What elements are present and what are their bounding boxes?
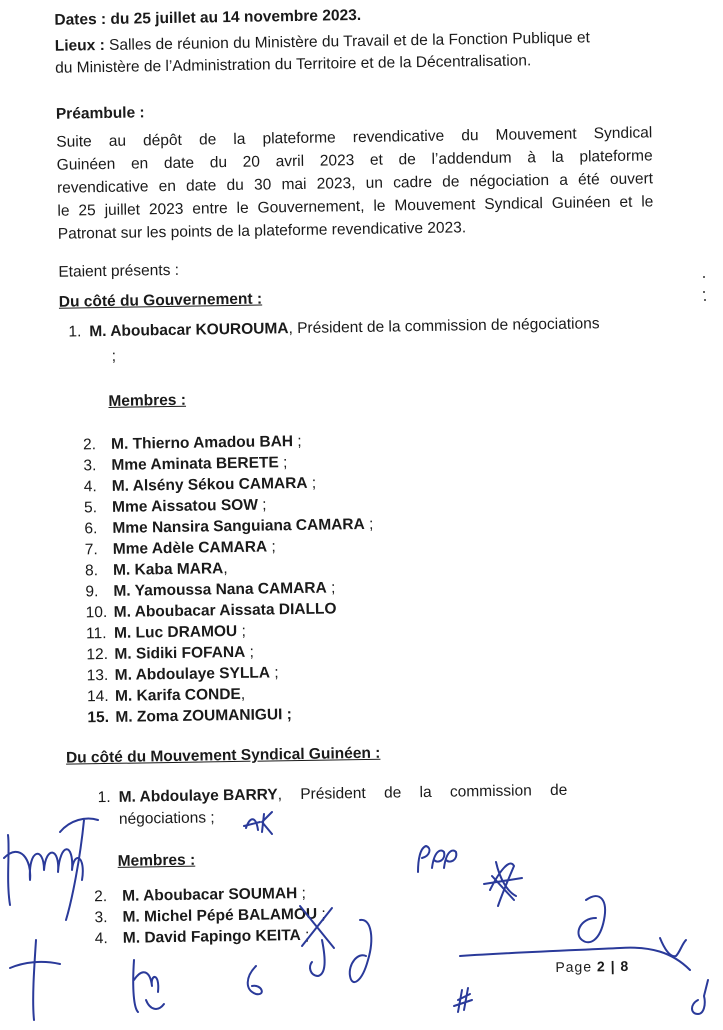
dates-value: du 25 juillet au 14 novembre 2023.	[106, 7, 361, 28]
preambule-line-5: Patronat sur les points de la plateforme revendicative 2023.	[58, 218, 467, 244]
list-number: 13.	[87, 666, 115, 686]
member-end: ;	[279, 454, 288, 471]
preambule-line-2: Guinéen en date du 20 avril 2023 et de l’addendum à la plateforme	[57, 146, 653, 175]
page-separator: |	[611, 958, 616, 974]
signature-bottom-rn	[133, 960, 164, 1012]
gov-president-role: , Président de la commission de négociations	[288, 315, 599, 337]
signature-star-scribble	[484, 862, 522, 906]
member-end: ;	[267, 538, 276, 555]
signature-bottom-s	[248, 966, 262, 994]
lieux-line-2: du Ministère de l’Administration du Territoire et de la Décentralisation.	[55, 51, 531, 78]
member-name: M. Luc DRAMOU	[114, 623, 237, 642]
list-number: 2.	[83, 435, 111, 455]
page-total: 8	[620, 958, 629, 974]
list-number: 3.	[94, 908, 122, 928]
member-end: ;	[270, 664, 279, 681]
member-name: M. Karifa CONDE	[115, 686, 241, 705]
member-end: ,	[241, 686, 246, 703]
list-number: 7.	[85, 540, 113, 560]
signature-pbb	[418, 846, 456, 872]
gov-president-name: M. Aboubacar KOUROUMA	[89, 320, 288, 340]
member-end: ;	[307, 475, 316, 492]
list-number: 3.	[83, 456, 111, 476]
list-number: 1.	[59, 322, 81, 342]
presents-label: Etaient présents :	[58, 261, 179, 283]
lieux-label: Lieux :	[55, 37, 105, 55]
member-end: ;	[258, 496, 267, 513]
list-number: 12.	[86, 645, 114, 665]
signature-bottom-left-cross	[10, 940, 60, 1020]
member-end: ,	[223, 560, 228, 577]
signature-x-mark	[300, 906, 334, 948]
member-end: ;	[293, 433, 302, 450]
member-name: M. Sidiki FOFANA	[114, 644, 245, 663]
signature-far-right-d	[692, 980, 708, 1014]
member-name: M. Alsény Sékou CAMARA	[112, 475, 308, 495]
list-number: 15.	[87, 708, 115, 728]
syn-president-cont: négociations ;	[119, 808, 215, 830]
list-number: 1.	[88, 788, 110, 808]
list-number: 8.	[85, 561, 113, 581]
gov-members-heading: Membres :	[108, 391, 186, 412]
syn-president-role: , Président de la commission de	[278, 782, 568, 804]
list-number: 6.	[84, 519, 112, 539]
member-name: Mme Adèle CAMARA	[113, 538, 268, 557]
member-end: ;	[301, 927, 310, 944]
gouvernement-heading: Du côté du Gouvernement :	[59, 290, 263, 313]
list-number: 5.	[84, 498, 112, 518]
member-name: Mme Aissatou SOW	[112, 497, 258, 516]
dates-label: Dates :	[54, 11, 106, 29]
member-end: ;	[297, 885, 306, 902]
member-name: Mme Aminata BERETE	[111, 454, 279, 474]
list-number: 11.	[86, 624, 114, 644]
member-end: ;	[282, 706, 292, 723]
member-end: ;	[327, 579, 336, 596]
member-name: M. Aboubacar Aissata DIALLO	[114, 600, 337, 620]
member-name: M. Abdoulaye SYLLA	[115, 664, 271, 683]
signature-left-large	[4, 819, 98, 921]
member-end: ;	[237, 623, 246, 640]
signature-initials-ak	[244, 812, 272, 834]
list-number: 4.	[95, 929, 123, 949]
member-name: M. Aboubacar SOUMAH	[122, 885, 297, 905]
gov-president-cont: ;	[112, 347, 117, 367]
member-end: ;	[245, 644, 254, 661]
signature-right-flourish	[460, 948, 690, 970]
member-name: M. Michel Pépé BALAMOU	[122, 906, 317, 926]
syn-members-heading: Membres :	[117, 851, 195, 872]
member-end: ;	[365, 516, 374, 533]
list-number: 9.	[85, 582, 113, 602]
member-name: M. Zoma ZOUMANIGUI	[115, 706, 282, 726]
member-name: M. Yamoussa Nana CAMARA	[113, 580, 327, 600]
lieux-text-1: Salles de réunion du Ministère du Travail et de la Fonction Publique et	[105, 29, 590, 54]
preambule-line-1: Suite au dépôt de la plateforme revendicative du Mouvement Syndical	[56, 123, 652, 152]
member-name: M. Kaba MARA	[113, 560, 223, 579]
preambule-line-4: le 25 juillet 2023 entre le Gouvernement, le Mouvement Syndical Guinéen et le	[57, 192, 653, 221]
signature-bottom-j	[310, 940, 325, 976]
list-number: 14.	[87, 687, 115, 707]
list-number: 2.	[94, 887, 122, 907]
syndical-heading: Du côté du Mouvement Syndical Guinéen :	[66, 744, 381, 769]
page-current: 2	[597, 958, 606, 974]
member-name: M. David Fapingo KEITA	[123, 927, 301, 947]
syn-president-name: M. Abdoulaye BARRY	[119, 786, 278, 805]
preambule-line-3: revendicative en date du 30 mai 2023, un cadre de négociation a été ouvert	[57, 169, 653, 198]
member-name: M. Thierno Amadou BAH	[111, 433, 293, 453]
preambule-title: Préambule :	[56, 103, 145, 124]
list-number: 4.	[84, 477, 112, 497]
list-number: 10.	[86, 603, 114, 623]
page-label: Page	[555, 958, 592, 975]
member-end: ;	[317, 906, 326, 923]
signature-bottom-hash	[454, 988, 472, 1012]
member-name: Mme Nansira Sanguiana CAMARA	[112, 516, 365, 537]
signature-right-loop	[578, 896, 605, 942]
signature-bottom-loop	[350, 920, 372, 982]
